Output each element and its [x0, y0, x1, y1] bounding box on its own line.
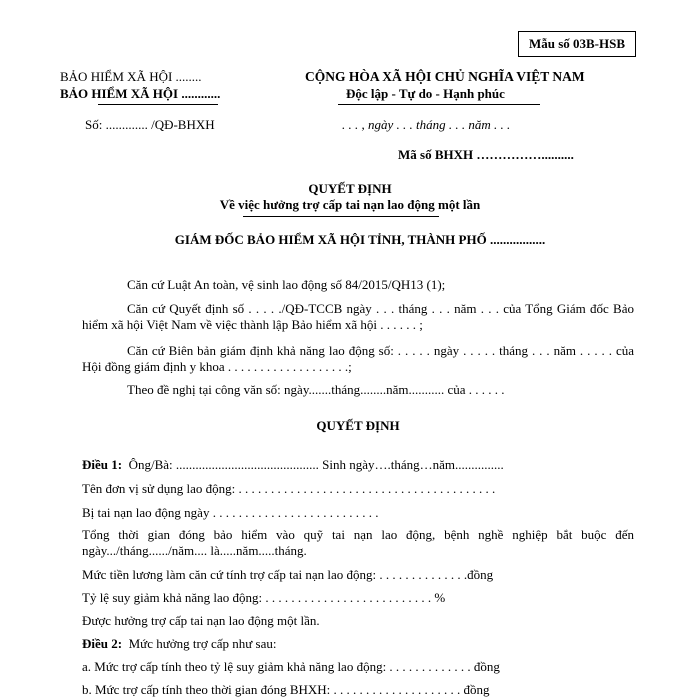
- article2-item-a: a. Mức trợ cấp tính theo tỷ lệ suy giảm khả năng lao động: . . . . . . . . . . . . . đồng: [82, 659, 500, 674]
- article2-line: [82, 636, 276, 652]
- decision-title: QUYẾT ĐỊNH: [308, 181, 392, 196]
- basis-law: Căn cứ Luật An toàn, vệ sinh lao động số 84/2015/QH13 (1);: [127, 277, 446, 292]
- basis-proposal: Theo đề nghị tại công văn số: ngày.......tháng........năm........... của . . . . . .: [127, 382, 505, 397]
- employer-line: Tên đơn vị sử dụng lao động: . . . . . . . . . . . . . . . . . . . . . . . . . . . . . . . . . . . . . . . .: [82, 481, 496, 496]
- date-line: . . . , ngày . . . tháng . . . năm . . .: [342, 117, 511, 132]
- org-line1: BẢO HIỂM XÃ HỘI ........: [60, 69, 202, 84]
- org-line2: BẢO HIỂM XÃ HỘI ............: [60, 86, 221, 101]
- subject-underline: [243, 216, 439, 217]
- basis-assessment: Căn cứ Biên bản giám định khả năng lao động số: . . . . . ngày . . . . . tháng . . . năm . . . . . của Hội đồng giám định y khoa . . . . . . . . . . . . . . . . . . .;: [82, 343, 634, 374]
- article2-intro: Mức hưởng trợ cấp như sau:: [128, 636, 277, 651]
- bhxh-code: Mã số BHXH ……………..........: [398, 147, 574, 162]
- accident-date-line: Bị tai nạn lao động ngày . . . . . . . . . . . . . . . . . . . . . . . . . .: [82, 505, 379, 520]
- article1-person: Ông/Bà: ............................................ Sinh ngày….tháng…năm...............: [128, 457, 504, 472]
- decision-heading: QUYẾT ĐỊNH: [316, 418, 400, 433]
- country-name: CỘNG HÒA XÃ HỘI CHỦ NGHĨA VIỆT NAM: [305, 69, 585, 84]
- contribution-period: Tổng thời gian đóng bảo hiểm vào quỹ tai nạn lao động, bệnh nghề nghiệp bắt buộc đến ngày.../tháng....../năm.... là.....năm.....tháng.: [82, 527, 634, 558]
- motto-underline: [338, 104, 540, 105]
- reduction-rate-line: Tỷ lệ suy giảm khả năng lao động: . . . . . . . . . . . . . . . . . . . . . . . . . . %: [82, 590, 446, 605]
- authority-line: GIÁM ĐỐC BẢO HIỂM XÃ HỘI TỈNH, THÀNH PHỐ .................: [174, 232, 546, 247]
- basis-decision: Căn cứ Quyết định số . . . . ./QĐ-TCCB ngày . . . tháng . . . năm . . . của Tổng Giám đốc Bảo hiểm xã hội Việt Nam về việc thành lập Bảo hiểm xã hội . . . . . . ;: [82, 301, 634, 332]
- article1-person-line: [82, 457, 504, 473]
- doc-number: Số: ............. /QĐ-BHXH: [85, 117, 215, 132]
- article2-item-b: b. Mức trợ cấp tính theo thời gian đóng BHXH: . . . . . . . . . . . . . . . . . . . . đồng: [82, 682, 490, 697]
- form-code-box: Mẫu số 03B-HSB: [518, 31, 636, 57]
- motto: Độc lập - Tự do - Hạnh phúc: [346, 86, 505, 101]
- article2-label: Điều 2:: [82, 636, 123, 651]
- article1-label: Điều 1:: [82, 457, 123, 472]
- org-underline: [98, 104, 218, 105]
- entitled-line: Được hưởng trợ cấp tai nạn lao động một lần.: [82, 613, 320, 628]
- salary-basis-line: Mức tiền lương làm căn cứ tính trợ cấp tai nạn lao động: . . . . . . . . . . . . . .đồng: [82, 567, 494, 582]
- decision-subject: Về việc hưởng trợ cấp tai nạn lao động một lần: [219, 197, 481, 212]
